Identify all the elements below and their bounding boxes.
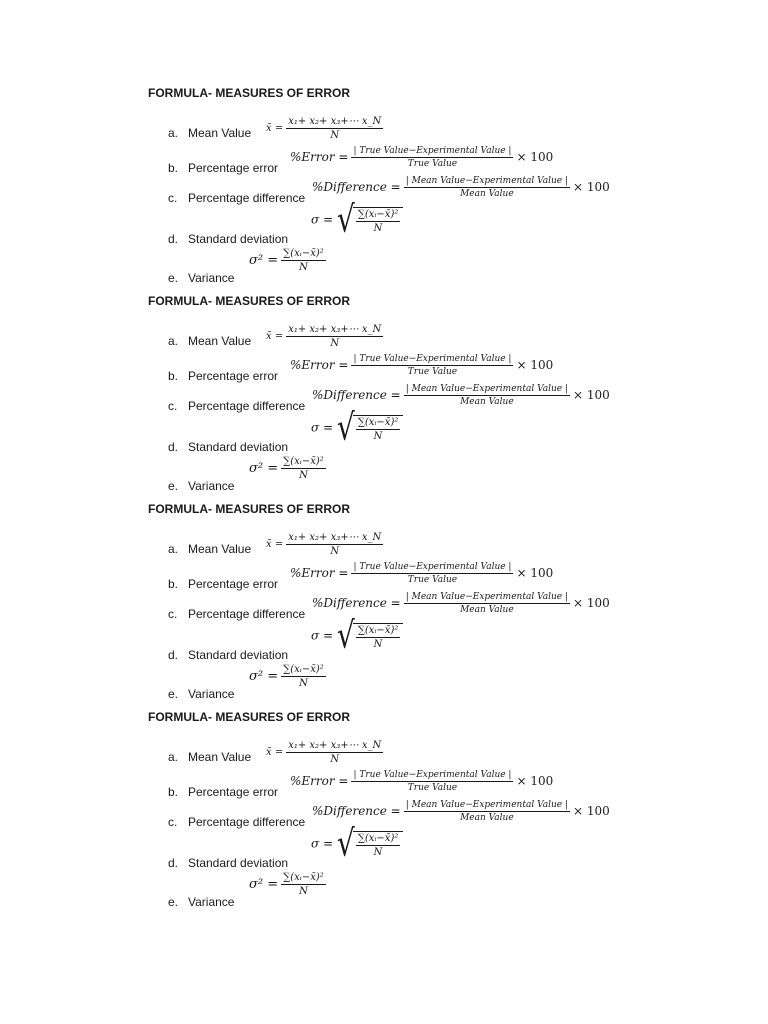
formula-fraction [404, 592, 570, 615]
formula-multiplier: × 100 [573, 180, 610, 194]
formula-denominator: True Value [407, 159, 458, 169]
list-marker: c. [168, 815, 178, 829]
formula-numerator: | Mean Value−Experimental Value | [405, 800, 568, 810]
list-label: Standard deviation [188, 440, 289, 454]
formula-numerator: x₁+ x₂+ x₃+⋯ x_N [288, 324, 382, 335]
list-marker: a. [168, 542, 179, 556]
formula-multiplier: × 100 [516, 774, 554, 788]
percentage-difference-formula [312, 800, 610, 823]
formula-lhs: σ² = [249, 253, 279, 268]
formula-denominator: N [373, 430, 383, 442]
list-item-mean-value [168, 334, 251, 348]
formula-multiplier: × 100 [573, 596, 610, 610]
formula-numerator: | True Value−Experimental Value | [353, 146, 512, 156]
formula-denominator: N [330, 546, 340, 557]
list-item-variance [168, 895, 234, 909]
standard-deviation-formula [311, 613, 403, 657]
list-marker: b. [168, 785, 179, 799]
formula-numerator: ∑(xᵢ−x̄)² [357, 416, 399, 428]
formula-fraction [351, 770, 513, 793]
radicand [353, 623, 404, 650]
formula-numerator: ∑(xᵢ−x̄)² [357, 832, 399, 844]
formula-lhs: x̄ = [266, 123, 284, 134]
list-item-standard-deviation [168, 856, 288, 870]
formula-numerator: ∑(xᵢ−x̄)² [283, 456, 324, 467]
formula-denominator: N [330, 754, 340, 765]
list-label: Mean Value [188, 126, 252, 140]
list-marker: c. [168, 191, 178, 205]
list-marker: d. [168, 856, 179, 870]
square-root [336, 197, 403, 241]
formula-lhs: σ² = [249, 461, 279, 476]
formula-lhs: %Difference = [312, 388, 401, 402]
square-root [336, 613, 403, 657]
list-label: Mean Value [188, 334, 252, 348]
standard-deviation-formula [311, 405, 403, 449]
formula-denominator: Mean Value [460, 813, 514, 823]
list-label: Percentage difference [188, 607, 306, 621]
list-item-percentage-difference [168, 815, 305, 829]
formula-fraction [404, 384, 570, 407]
list-item-percentage-error [168, 785, 278, 799]
formula-lhs: %Difference = [312, 804, 401, 818]
list-item-standard-deviation [168, 440, 288, 454]
list-marker: b. [168, 369, 179, 383]
list-marker: c. [168, 607, 178, 621]
list-item-percentage-error [168, 577, 278, 591]
list-label: Percentage error [188, 369, 279, 383]
formula-lhs: σ² = [249, 877, 279, 892]
list-item-percentage-error [168, 369, 278, 383]
formula-fraction [356, 209, 401, 234]
formula-denominator: N [299, 886, 308, 897]
variance-formula [249, 664, 329, 689]
formula-numerator: | True Value−Experimental Value | [353, 562, 512, 572]
section-heading: FORMULA- MEASURES OF ERROR [148, 710, 350, 724]
formula-numerator: x₁+ x₂+ x₃+⋯ x_N [288, 532, 382, 543]
list-marker: a. [168, 126, 179, 140]
formula-fraction [286, 324, 383, 349]
list-marker: e. [168, 271, 179, 285]
percentage-error-formula [290, 146, 553, 169]
formula-lhs: %Error = [290, 774, 349, 788]
section-heading: FORMULA- MEASURES OF ERROR [148, 294, 350, 308]
formula-numerator: | Mean Value−Experimental Value | [405, 592, 568, 602]
list-label: Percentage error [188, 161, 279, 175]
mean-value-formula [266, 324, 386, 349]
radicand [353, 207, 404, 234]
radicand [353, 415, 404, 442]
formula-denominator: N [299, 470, 308, 481]
list-marker: d. [168, 648, 179, 662]
formula-fraction [351, 562, 513, 585]
list-marker: d. [168, 440, 179, 454]
list-marker: a. [168, 334, 179, 348]
list-marker: a. [168, 750, 179, 764]
list-label: Mean Value [188, 750, 252, 764]
formula-denominator: True Value [407, 367, 458, 377]
formula-lhs: %Error = [290, 150, 349, 164]
list-marker: d. [168, 232, 179, 246]
formula-lhs: x̄ = [266, 747, 284, 758]
formula-multiplier: × 100 [516, 566, 554, 580]
formula-numerator: | True Value−Experimental Value | [353, 354, 512, 364]
formula-section [0, 710, 768, 918]
formula-fraction [281, 664, 326, 689]
formula-multiplier: × 100 [573, 804, 610, 818]
list-label: Variance [188, 479, 235, 493]
formula-numerator: ∑(xᵢ−x̄)² [283, 248, 324, 259]
list-label: Standard deviation [188, 232, 289, 246]
formula-multiplier: × 100 [516, 150, 554, 164]
formula-numerator: ∑(xᵢ−x̄)² [283, 664, 324, 675]
formula-denominator: N [330, 338, 340, 349]
variance-formula [249, 248, 329, 273]
list-marker: b. [168, 577, 179, 591]
list-item-variance [168, 687, 234, 701]
formula-section [0, 86, 768, 294]
formula-numerator: | True Value−Experimental Value | [353, 770, 512, 780]
list-item-percentage-error [168, 161, 278, 175]
formula-lhs: x̄ = [266, 331, 284, 342]
formula-lhs: %Difference = [312, 180, 401, 194]
formula-lhs: x̄ = [266, 539, 284, 550]
radical-sign: √ [336, 197, 355, 241]
formula-fraction [356, 625, 401, 650]
list-item-mean-value [168, 126, 251, 140]
percentage-difference-formula [312, 384, 610, 407]
formula-fraction [404, 800, 570, 823]
formula-denominator: N [373, 846, 383, 858]
list-label: Percentage error [188, 577, 279, 591]
percentage-error-formula [290, 562, 553, 585]
formula-numerator: x₁+ x₂+ x₃+⋯ x_N [288, 740, 382, 751]
formula-fraction [351, 354, 513, 377]
formula-fraction [356, 833, 401, 858]
formula-lhs: σ² = [249, 669, 279, 684]
formula-fraction [281, 456, 326, 481]
list-item-standard-deviation [168, 232, 288, 246]
formula-fraction [351, 146, 513, 169]
list-label: Percentage difference [188, 191, 306, 205]
square-root [336, 405, 403, 449]
radical-sign: √ [336, 821, 355, 865]
percentage-difference-formula [312, 592, 610, 615]
formula-section [0, 502, 768, 710]
list-item-mean-value [168, 750, 251, 764]
formula-lhs: σ = [311, 628, 334, 643]
list-label: Variance [188, 687, 235, 701]
formula-denominator: N [299, 678, 308, 689]
percentage-error-formula [290, 770, 553, 793]
formula-multiplier: × 100 [516, 358, 554, 372]
formula-section [0, 294, 768, 502]
list-label: Percentage error [188, 785, 279, 799]
list-label: Percentage difference [188, 815, 306, 829]
variance-formula [249, 872, 329, 897]
formula-denominator: Mean Value [460, 397, 514, 407]
formula-denominator: True Value [407, 783, 458, 793]
mean-value-formula [266, 532, 386, 557]
list-item-percentage-difference [168, 399, 305, 413]
formula-lhs: σ = [311, 212, 334, 227]
formula-denominator: N [373, 222, 383, 234]
radical-sign: √ [336, 405, 355, 449]
formula-lhs: %Error = [290, 358, 349, 372]
list-marker: e. [168, 687, 179, 701]
section-heading: FORMULA- MEASURES OF ERROR [148, 502, 350, 516]
formula-numerator: x₁+ x₂+ x₃+⋯ x_N [288, 116, 382, 127]
formula-fraction [286, 116, 383, 141]
list-item-variance [168, 271, 234, 285]
formula-multiplier: × 100 [573, 388, 610, 402]
formula-denominator: Mean Value [460, 605, 514, 615]
list-label: Percentage difference [188, 399, 306, 413]
list-label: Standard deviation [188, 648, 289, 662]
list-marker: e. [168, 895, 179, 909]
list-label: Variance [188, 271, 235, 285]
mean-value-formula [266, 116, 386, 141]
list-item-percentage-difference [168, 607, 305, 621]
formula-fraction [404, 176, 570, 199]
list-marker: c. [168, 399, 178, 413]
list-label: Variance [188, 895, 235, 909]
variance-formula [249, 456, 329, 481]
list-item-mean-value [168, 542, 251, 556]
formula-lhs: %Error = [290, 566, 349, 580]
formula-numerator: ∑(xᵢ−x̄)² [357, 208, 399, 220]
formula-lhs: %Difference = [312, 596, 401, 610]
standard-deviation-formula [311, 197, 403, 241]
mean-value-formula [266, 740, 386, 765]
formula-fraction [281, 248, 326, 273]
formula-fraction [356, 417, 401, 442]
list-item-standard-deviation [168, 648, 288, 662]
percentage-difference-formula [312, 176, 610, 199]
percentage-error-formula [290, 354, 553, 377]
list-marker: e. [168, 479, 179, 493]
formula-lhs: σ = [311, 420, 334, 435]
formula-lhs: σ = [311, 836, 334, 851]
formula-numerator: ∑(xᵢ−x̄)² [283, 872, 324, 883]
list-item-percentage-difference [168, 191, 305, 205]
formula-denominator: True Value [407, 575, 458, 585]
list-marker: b. [168, 161, 179, 175]
formula-numerator: ∑(xᵢ−x̄)² [357, 624, 399, 636]
square-root [336, 821, 403, 865]
formula-numerator: | Mean Value−Experimental Value | [405, 384, 568, 394]
list-label: Mean Value [188, 542, 252, 556]
list-item-variance [168, 479, 234, 493]
list-label: Standard deviation [188, 856, 289, 870]
formula-fraction [281, 872, 326, 897]
formula-denominator: Mean Value [460, 189, 514, 199]
formula-fraction [286, 740, 383, 765]
formula-numerator: | Mean Value−Experimental Value | [405, 176, 568, 186]
formula-denominator: N [299, 262, 308, 273]
radicand [353, 831, 404, 858]
formula-fraction [286, 532, 383, 557]
radical-sign: √ [336, 613, 355, 657]
formula-denominator: N [330, 130, 340, 141]
standard-deviation-formula [311, 821, 403, 865]
formula-denominator: N [373, 638, 383, 650]
section-heading: FORMULA- MEASURES OF ERROR [148, 86, 350, 100]
